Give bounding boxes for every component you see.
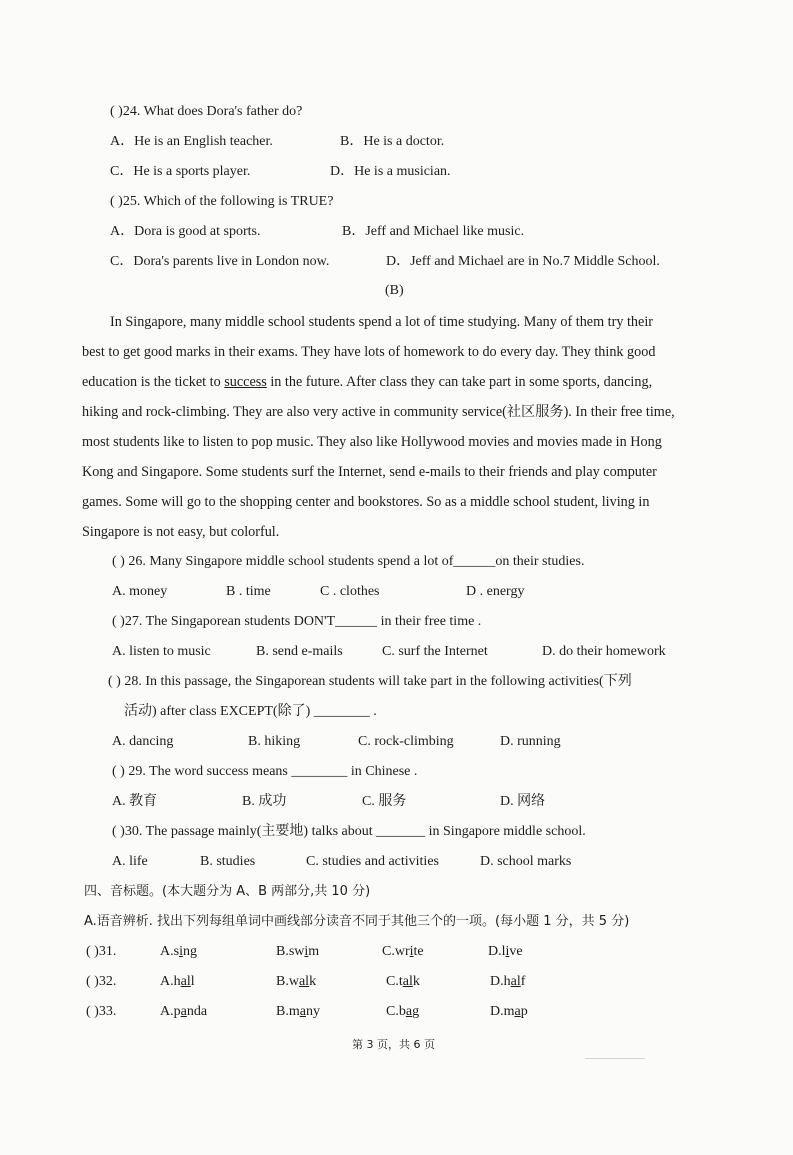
- q32-b-post: k: [309, 974, 317, 989]
- q32-c-post: k: [412, 974, 420, 989]
- section-4a-title: A.语音辨析. 找出下列每组单词中画线部分读音不同于其他三个的一项。(每小题 1 分，共 5 分): [84, 914, 630, 929]
- q31-b-pre: B.sw: [276, 944, 305, 959]
- q31-c-underlined: i: [409, 944, 414, 959]
- question-24-option-b: B．He is a doctor.: [340, 134, 445, 149]
- q32-d-underlined: al: [510, 974, 521, 989]
- question-26-stem: ( ) 26. Many Singapore middle school students spend a lot of______on their studies.: [112, 554, 585, 569]
- question-30-option-c: C. studies and activities: [306, 854, 439, 869]
- question-27-stem: ( )27. The Singaporean students DON'T______ in their free time .: [112, 614, 482, 629]
- passage-line-3-post: in the future. After class they can take part in some sports, dancing,: [266, 374, 653, 390]
- q33-a-post: nda: [186, 1004, 208, 1019]
- question-28-stem-cont: 活动) after class EXCEPT(除了) ________ .: [124, 704, 377, 719]
- question-25-option-c: C．Dora's parents live in London now.: [110, 254, 330, 269]
- page-number-footer: 第 3 页，共 6 页: [352, 1038, 435, 1051]
- question-24-stem: ( )24. What does Dora's father do?: [110, 104, 303, 119]
- q31-b-post: m: [308, 944, 320, 959]
- passage-line-5: most students like to listen to pop music. They also like Hollywood movies and movies made in Hong: [82, 434, 662, 450]
- q31-d-pre: D.l: [488, 944, 506, 959]
- question-32-number: ( )32.: [86, 974, 117, 989]
- question-33-option-c: [386, 1002, 419, 1022]
- q33-b-underlined: a: [299, 1004, 306, 1019]
- question-29-option-d: D. 网络: [500, 794, 546, 809]
- question-31-option-d: [488, 942, 523, 962]
- q33-c-pre: C.b: [386, 1004, 406, 1019]
- question-31-option-b: [276, 942, 319, 962]
- q32-a-pre: A.h: [160, 974, 181, 989]
- question-31-option-a: [160, 942, 197, 962]
- question-29-stem: ( ) 29. The word success means ________ in Chinese .: [112, 764, 418, 779]
- q32-a-underlined: al: [180, 974, 191, 989]
- passage-line-4: hiking and rock-climbing. They are also very active in community service(社区服务). In their free time,: [82, 404, 675, 420]
- question-32-option-b: [276, 972, 316, 992]
- q33-d-post: p: [520, 1004, 528, 1019]
- question-28-stem: ( ) 28. In this passage, the Singaporean students will take part in the following activities(下列: [108, 674, 632, 689]
- passage-line-7: games. Some will go to the shopping center and bookstores. So as a middle school student, living in: [82, 494, 650, 510]
- q32-a-post: l: [190, 974, 195, 989]
- q31-d-underlined: i: [505, 944, 510, 959]
- question-27-option-a: A. listen to music: [112, 644, 211, 659]
- question-33-option-b: [276, 1002, 320, 1022]
- question-25-option-a: A．Dora is good at sports.: [110, 224, 261, 239]
- question-30-option-a: A. life: [112, 854, 148, 869]
- q33-a-underlined: a: [180, 1004, 187, 1019]
- question-25-stem: ( )25. Which of the following is TRUE?: [110, 194, 334, 209]
- question-26-option-a: A. money: [112, 584, 168, 599]
- question-27-option-d: D. do their homework: [542, 644, 666, 659]
- question-29-option-a: A. 教育: [112, 794, 158, 809]
- q33-c-post: g: [412, 1004, 420, 1019]
- question-28-option-d: D. running: [500, 734, 561, 749]
- question-24-option-d: D．He is a musician.: [330, 164, 451, 179]
- q32-c-underlined: al: [402, 974, 413, 989]
- question-30-option-b: B. studies: [200, 854, 256, 869]
- q31-b-underlined: i: [304, 944, 309, 959]
- question-29-option-b: B. 成功: [242, 794, 287, 809]
- q31-c-pre: C.wr: [382, 944, 410, 959]
- q32-d-post: f: [520, 974, 526, 989]
- question-33-option-d: [490, 1002, 528, 1022]
- divider: [585, 1058, 645, 1059]
- question-25-option-d: D．Jeff and Michael are in No.7 Middle School.: [386, 254, 660, 269]
- question-33-number: ( )33.: [86, 1004, 117, 1019]
- passage-line-3-pre: education is the ticket to: [82, 374, 225, 390]
- q33-c-underlined: a: [405, 1004, 413, 1019]
- question-24-option-a: A．He is an English teacher.: [110, 134, 273, 149]
- question-25-option-b: B．Jeff and Michael like music.: [342, 224, 525, 239]
- section-4-title: 四、音标题。(本大题分为 A、B 两部分,共 10 分): [84, 884, 371, 899]
- passage-line-6: Kong and Singapore. Some students surf the Internet, send e-mails to their friends and play computer: [82, 464, 657, 480]
- passage-line-2: best to get good marks in their exams. They have lots of homework to do every day. They think good: [82, 344, 656, 360]
- passage-line-1: In Singapore, many middle school students spend a lot of time studying. Many of them try their: [110, 314, 653, 330]
- question-30-option-d: D. school marks: [480, 854, 572, 869]
- q32-c-pre: C.t: [386, 974, 403, 989]
- question-31-option-c: [382, 942, 424, 962]
- q33-d-pre: D.m: [490, 1004, 515, 1019]
- question-32-option-a: [160, 972, 195, 992]
- question-24-option-c: C．He is a sports player.: [110, 164, 251, 179]
- q31-a-pre: A.s: [160, 944, 180, 959]
- question-32-option-d: [490, 972, 525, 992]
- question-33-option-a: [160, 1002, 207, 1022]
- question-29-option-c: C. 服务: [362, 794, 407, 809]
- question-26-option-c: C . clothes: [320, 584, 380, 599]
- question-26-option-d: D . energy: [466, 584, 525, 599]
- passage-line-8: Singapore is not easy, but colorful.: [82, 524, 280, 540]
- q31-d-post: ve: [509, 944, 523, 959]
- question-32-option-c: [386, 972, 420, 992]
- underlined-word-success: success: [224, 374, 267, 390]
- question-30-stem: ( )30. The passage mainly(主要地) talks about _______ in Singapore middle school.: [112, 824, 586, 839]
- passage-line-3: [82, 372, 652, 392]
- q31-a-underlined: i: [179, 944, 183, 959]
- question-27-option-b: B. send e-mails: [256, 644, 343, 659]
- q32-b-underlined: al: [298, 974, 310, 989]
- q31-c-post: te: [413, 944, 424, 959]
- q33-d-underlined: a: [514, 1004, 521, 1019]
- q33-a-pre: A.p: [160, 1004, 181, 1019]
- q32-b-pre: B.w: [276, 974, 299, 989]
- q31-a-post: ng: [182, 944, 197, 959]
- q33-b-pre: B.m: [276, 1004, 300, 1019]
- q32-d-pre: D.h: [490, 974, 511, 989]
- question-28-option-c: C. rock-climbing: [358, 734, 454, 749]
- question-28-option-b: B. hiking: [248, 734, 301, 749]
- question-28-option-a: A. dancing: [112, 734, 174, 749]
- question-31-number: ( )31.: [86, 944, 117, 959]
- section-b-title: (B): [385, 283, 404, 298]
- q33-b-post: ny: [305, 1004, 320, 1019]
- question-26-option-b: B . time: [226, 584, 271, 599]
- question-27-option-c: C. surf the Internet: [382, 644, 488, 659]
